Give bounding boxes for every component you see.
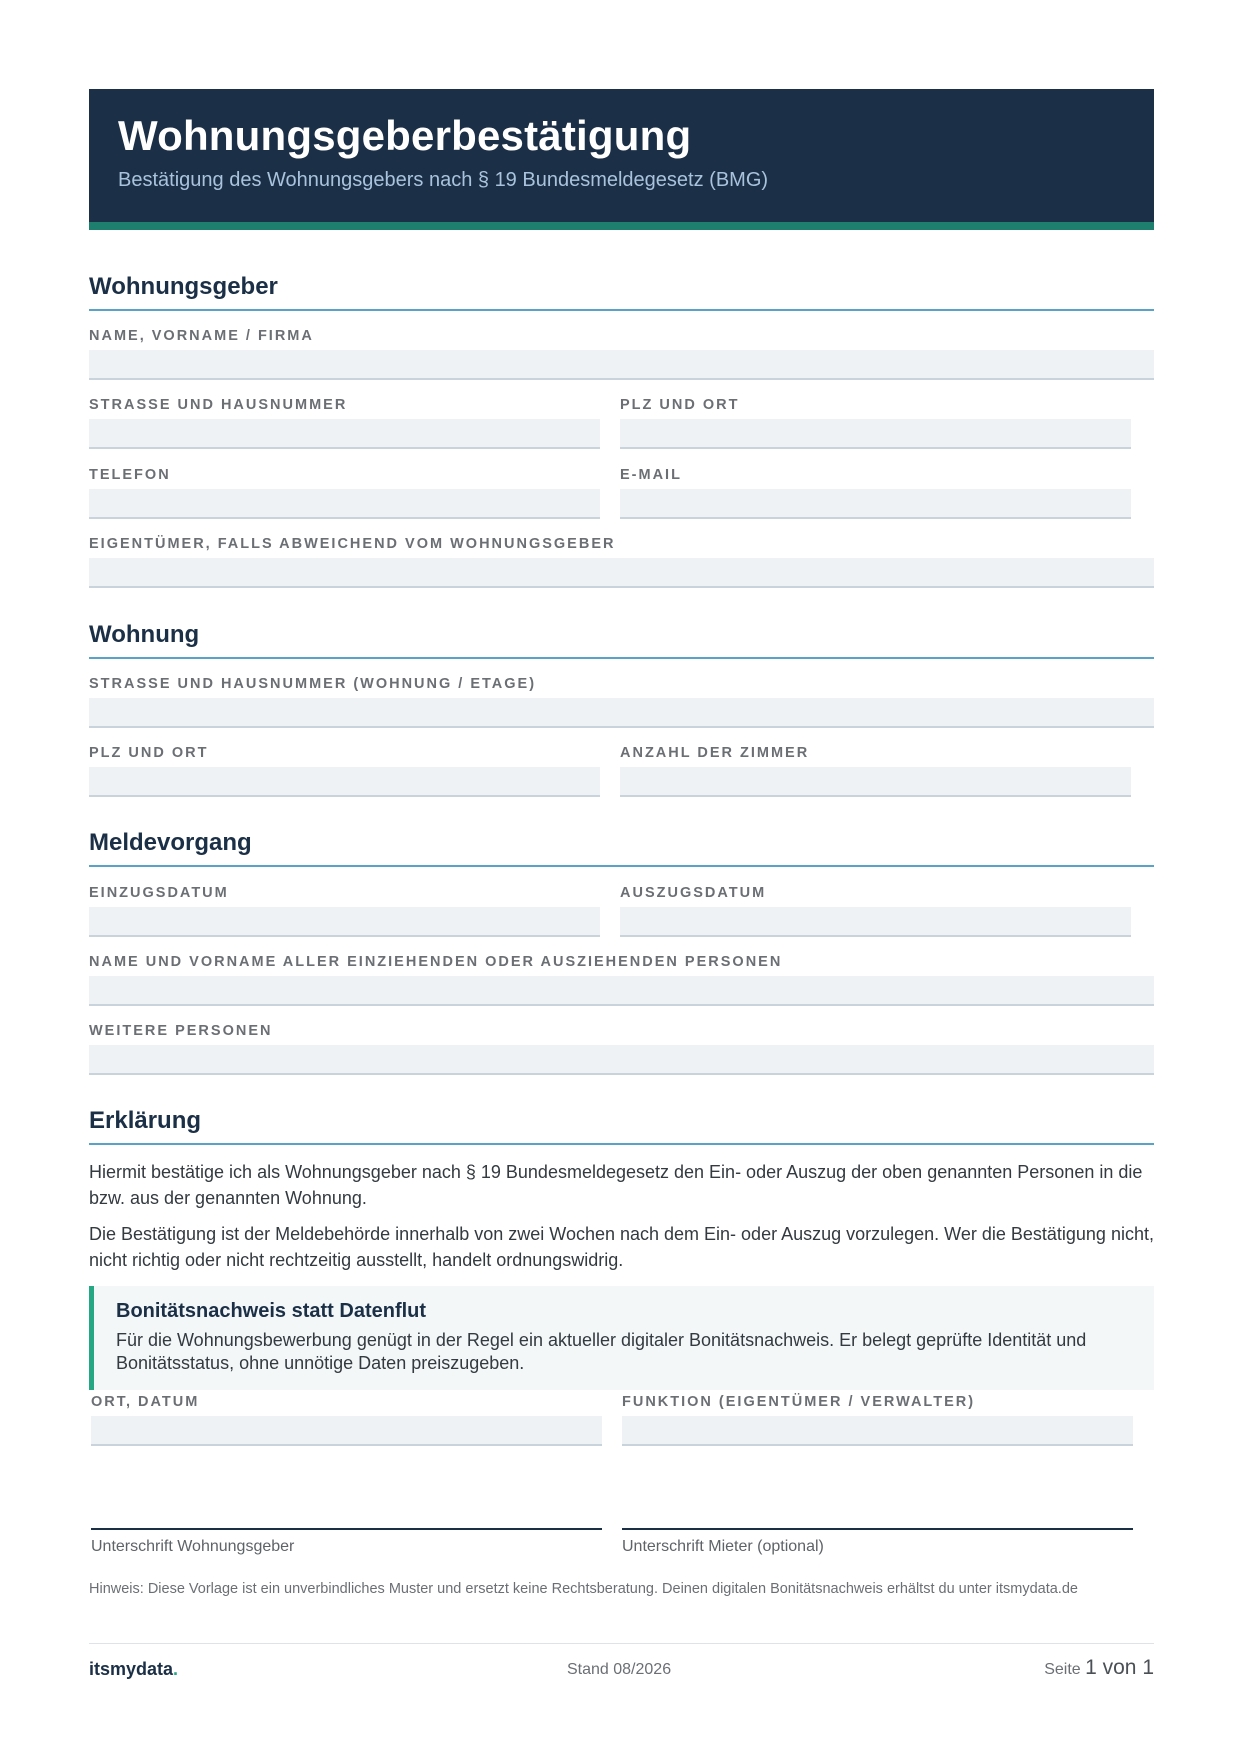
label-name: NAME, VORNAME / FIRMA — [89, 328, 314, 344]
label-move-in: EINZUGSDATUM — [89, 885, 229, 901]
label-rooms: ANZAHL DER ZIMMER — [620, 745, 810, 761]
document-subtitle: Bestätigung des Wohnungsgebers nach § 19 Bundesmeldegesetz (BMG) — [118, 169, 769, 191]
phone-field[interactable] — [89, 489, 600, 519]
owner-field[interactable] — [89, 558, 1154, 588]
label-more-persons: WEITERE PERSONEN — [89, 1023, 273, 1039]
page-prefix: Seite — [1044, 1661, 1081, 1678]
declaration-paragraph-1: Hiermit bestätige ich als Wohnungsgeber nach § 19 Bundesmeldegesetz den Ein- oder Auszug der oben genannten Personen in die bzw. aus der genannten Wohnung. — [89, 1162, 1143, 1208]
more-persons-field[interactable] — [89, 1045, 1154, 1075]
label-function: FUNKTION (EIGENTÜMER / VERWALTER) — [622, 1394, 976, 1410]
tenant-signature-line[interactable] — [622, 1528, 1133, 1530]
landlord-signature-label: Unterschrift Wohnungsgeber — [91, 1538, 295, 1555]
move-in-date-field[interactable] — [89, 907, 600, 937]
label-place-date: ORT, DATUM — [91, 1394, 200, 1410]
section-title-erklaerung: Erklärung — [89, 1107, 1154, 1145]
brand-name: itsmydata — [89, 1659, 174, 1679]
document-page — [89, 89, 1154, 1679]
place-date-field[interactable] — [91, 1416, 602, 1446]
street-field[interactable] — [89, 419, 600, 449]
label-apartment-plz: PLZ UND ORT — [89, 745, 209, 761]
apartment-street-field[interactable] — [89, 698, 1154, 728]
section-title-wohnungsgeber: Wohnungsgeber — [89, 273, 1154, 311]
brand-dot: . — [173, 1659, 179, 1679]
footer-brand — [89, 1659, 178, 1680]
label-move-out: AUSZUGSDATUM — [620, 885, 767, 901]
label-phone: TELEFON — [89, 467, 171, 483]
label-email: E-MAIL — [620, 467, 682, 483]
disclaimer-note: Hinweis: Diese Vorlage ist ein unverbindliches Muster und ersetzt keine Rechtsberatung. Deinen digitalen Bonitätsnachweis erhältst du unter itsmydata.de — [89, 1581, 1078, 1597]
apartment-plz-field[interactable] — [89, 767, 600, 797]
persons-field[interactable] — [89, 976, 1154, 1006]
email-field[interactable] — [620, 489, 1131, 519]
rooms-field[interactable] — [620, 767, 1131, 797]
page-current: 1 von 1 — [1085, 1656, 1154, 1679]
label-owner: EIGENTÜMER, FALLS ABWEICHEND VOM WOHNUNGSGEBER — [89, 536, 616, 552]
label-street: STRASSE UND HAUSNUMMER — [89, 397, 348, 413]
section-title-meldevorgang: Meldevorgang — [89, 829, 1154, 867]
label-plz: PLZ UND ORT — [620, 397, 740, 413]
footer-divider — [89, 1643, 1154, 1644]
document-title: Wohnungsgeberbestätigung — [118, 112, 692, 159]
move-out-date-field[interactable] — [620, 907, 1131, 937]
landlord-signature-line[interactable] — [91, 1528, 602, 1530]
tenant-signature-label: Unterschrift Mieter (optional) — [622, 1538, 824, 1555]
footer-stand: Stand 08/2026 — [567, 1661, 672, 1678]
plz-field[interactable] — [620, 419, 1131, 449]
name-field[interactable] — [89, 350, 1154, 380]
label-apartment-street: STRASSE UND HAUSNUMMER (WOHNUNG / ETAGE) — [89, 676, 537, 692]
label-persons: NAME UND VORNAME ALLER EINZIEHENDEN ODER AUSZIEHENDEN PERSONEN — [89, 954, 783, 970]
function-field[interactable] — [622, 1416, 1133, 1446]
declaration-paragraph-2: Die Bestätigung ist der Meldebehörde innerhalb von zwei Wochen nach dem Ein- oder Auszug vorzulegen. Wer die Bestätigung nicht, nicht richtig oder nicht rechtzeitig ausstellt, handelt ordnungswidrig. — [89, 1224, 1154, 1270]
callout-box — [89, 1286, 1154, 1390]
callout-title: Bonitätsnachweis statt Datenflut — [116, 1300, 427, 1322]
section-title-wohnung: Wohnung — [89, 621, 1154, 659]
footer-page-number — [1044, 1656, 1154, 1680]
callout-text: Für die Wohnungsbewerbung genügt in der Regel ein aktueller digitaler Bonitätsnachweis. Er belegt geprüfte Identität und Bonitätsstatus, ohne unnötige Daten preiszugeben. — [116, 1330, 1087, 1373]
document-header — [89, 89, 1154, 230]
